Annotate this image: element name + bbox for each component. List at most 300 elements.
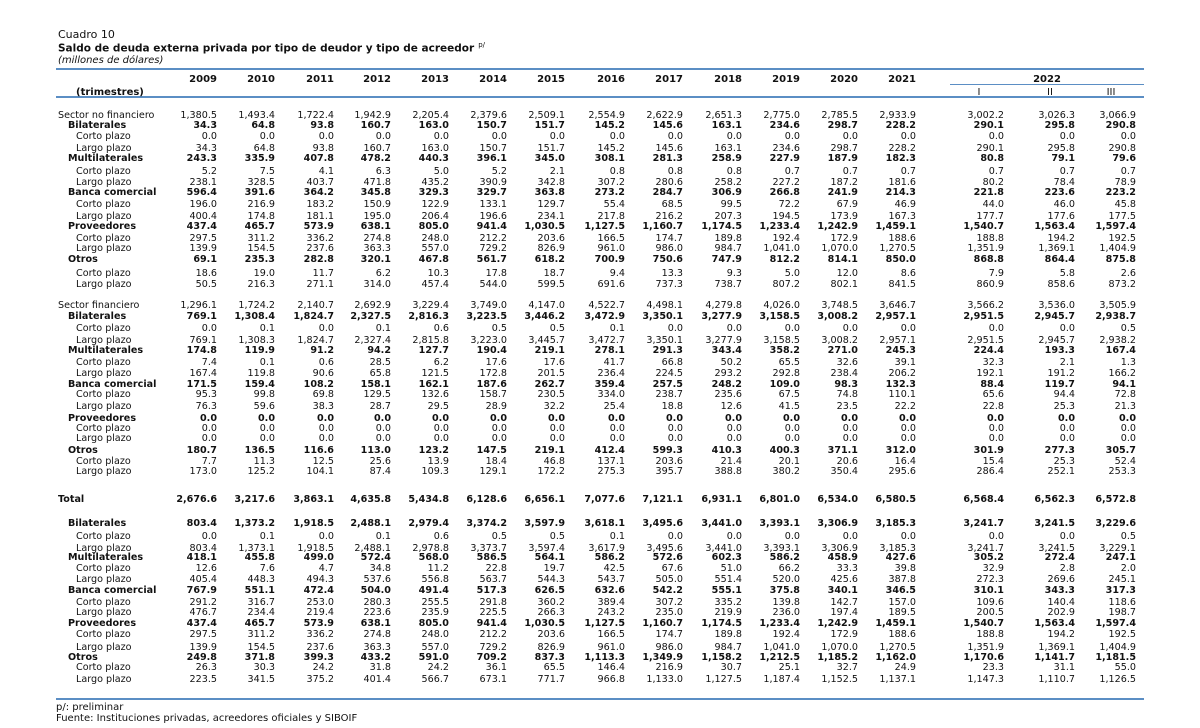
table-cell: 1,030.5	[524, 221, 565, 232]
table-cell: 0.0	[842, 433, 858, 444]
table-cell: 1,030.5	[524, 618, 565, 629]
table-cell: 104.1	[306, 466, 334, 477]
table-cell: 248.0	[421, 629, 449, 640]
table-cell: 32.7	[836, 662, 858, 673]
table-cell: 1,270.5	[879, 243, 916, 254]
table-cell: 74.8	[836, 389, 858, 400]
table-cell: 0.5	[491, 531, 507, 542]
table-cell: 747.9	[711, 254, 742, 265]
table-cell: 465.7	[244, 618, 275, 629]
row-label: Corto plazo	[76, 423, 131, 434]
table-cell: 572.6	[652, 552, 683, 563]
table-cell: 0.0	[900, 423, 916, 434]
table-cell: 39.8	[894, 563, 916, 574]
table-cell: 566.7	[421, 674, 449, 685]
table-cell: 803.4	[189, 543, 217, 554]
table-cell: 34.3	[193, 120, 217, 131]
row-label: Largo plazo	[76, 433, 132, 444]
table-cell: 119.7	[1044, 379, 1075, 390]
table-cell: 119.8	[247, 368, 275, 379]
row-label: Proveedores	[68, 618, 137, 629]
table-cell: 986.0	[655, 243, 683, 254]
table-row	[0, 131, 1200, 142]
table-cell: 0.0	[609, 131, 625, 142]
table-cell: 280.3	[363, 597, 391, 608]
table-row	[0, 243, 1200, 254]
table-cell: 1,041.0	[763, 642, 800, 653]
row-label: Largo plazo	[76, 368, 132, 379]
table-cell: 573.9	[303, 618, 334, 629]
table-cell: 3,505.9	[1099, 300, 1136, 311]
row-label: Otros	[68, 652, 98, 663]
table-cell: 55.0	[1114, 662, 1136, 673]
table-cell: 139.8	[772, 597, 800, 608]
table-cell: 20.6	[836, 456, 858, 467]
table-cell: 0.0	[667, 531, 683, 542]
table-cell: 2,140.7	[297, 300, 334, 311]
table-cell: 194.2	[1047, 233, 1075, 244]
table-cell: 4,635.8	[350, 494, 391, 505]
table-cell: 1,824.7	[293, 311, 334, 322]
table-cell: 55.4	[603, 199, 625, 210]
top-rule	[56, 68, 1144, 70]
table-cell: 159.4	[244, 379, 275, 390]
table-row	[0, 433, 1200, 444]
table-cell: 88.4	[980, 379, 1004, 390]
table-cell: 0.7	[1120, 166, 1136, 177]
column-header-year: 2018	[714, 74, 742, 85]
table-row	[0, 466, 1200, 477]
table-cell: 0.5	[1120, 531, 1136, 542]
table-cell: 42.5	[603, 563, 625, 574]
table-cell: 109.0	[769, 379, 800, 390]
table-cell: 400.4	[189, 211, 217, 222]
table-cell: 174.7	[655, 629, 683, 640]
table-cell: 3,217.6	[234, 494, 275, 505]
table-cell: 2.8	[1059, 563, 1075, 574]
table-cell: 32.6	[836, 357, 858, 368]
table-cell: 3,277.9	[701, 311, 742, 322]
table-cell: 177.5	[1108, 211, 1136, 222]
row-label: Largo plazo	[76, 574, 132, 585]
table-cell: 3,749.0	[470, 300, 507, 311]
table-cell: 3,066.9	[1099, 110, 1136, 121]
table-cell: 0.0	[784, 323, 800, 334]
table-cell: 814.1	[827, 254, 858, 265]
table-cell: 2,945.7	[1038, 335, 1075, 346]
table-row	[0, 401, 1200, 412]
table-cell: 158.1	[360, 379, 391, 390]
table-row	[0, 607, 1200, 618]
table-cell: 109.6	[976, 597, 1004, 608]
table-cell: 329.3	[418, 187, 449, 198]
row-label: Largo plazo	[76, 335, 132, 346]
row-label: Largo plazo	[76, 243, 132, 254]
table-cell: 868.8	[973, 254, 1004, 265]
table-row	[0, 518, 1200, 529]
table-cell: 94.4	[1053, 389, 1075, 400]
table-cell: 203.6	[537, 233, 565, 244]
table-cell: 192.1	[976, 368, 1004, 379]
table-cell: 1,110.7	[1038, 674, 1075, 685]
table-cell: 19.0	[253, 268, 275, 279]
table-cell: 340.1	[827, 585, 858, 596]
table-cell: 6,568.4	[963, 494, 1004, 505]
table-cell: 0.0	[1059, 433, 1075, 444]
table-cell: 132.6	[421, 389, 449, 400]
table-cell: 401.4	[363, 674, 391, 685]
table-cell: 198.7	[1108, 607, 1136, 618]
table-cell: 252.1	[1047, 466, 1075, 477]
table-cell: 427.6	[885, 552, 916, 563]
table-cell: 0.0	[784, 131, 800, 142]
table-cell: 6,656.1	[524, 494, 565, 505]
table-cell: 388.8	[714, 466, 742, 477]
table-cell: 0.5	[549, 323, 565, 334]
table-cell: 238.1	[189, 177, 217, 188]
table-cell: 12.5	[312, 456, 334, 467]
table-cell: 94.1	[1112, 379, 1136, 390]
table-cell: 0.0	[374, 413, 391, 424]
table-cell: 403.7	[306, 177, 334, 188]
table-cell: 2,327.5	[350, 311, 391, 322]
table-cell: 122.9	[421, 199, 449, 210]
table-cell: 3,646.7	[879, 300, 916, 311]
table-cell: 67.5	[778, 389, 800, 400]
table-cell: 341.5	[247, 674, 275, 685]
table-cell: 0.0	[1119, 413, 1136, 424]
table-cell: 5.2	[201, 166, 217, 177]
table-cell: 0.7	[842, 166, 858, 177]
table-cell: 18.6	[195, 268, 217, 279]
table-cell: 0.0	[259, 131, 275, 142]
table-cell: 3,185.3	[879, 543, 916, 554]
row-label: Corto plazo	[76, 357, 131, 368]
table-cell: 22.8	[485, 563, 507, 574]
row-label: Largo plazo	[76, 177, 132, 188]
table-cell: 2,785.5	[821, 110, 858, 121]
table-cell: 596.4	[186, 187, 217, 198]
table-cell: 21.4	[720, 456, 742, 467]
table-cell: 346.5	[885, 585, 916, 596]
table-cell: 237.6	[306, 642, 334, 653]
table-cell: 157.0	[888, 597, 916, 608]
table-cell: 6,801.0	[759, 494, 800, 505]
table-cell: 298.7	[830, 143, 858, 154]
table-cell: 6,534.0	[817, 494, 858, 505]
table-cell: 805.0	[418, 221, 449, 232]
table-cell: 38.3	[312, 401, 334, 412]
row-label: Otros	[68, 445, 98, 456]
table-cell: 505.0	[655, 574, 683, 585]
table-cell: 3,393.1	[759, 518, 800, 529]
table-cell: 375.2	[306, 674, 334, 685]
table-cell: 478.2	[360, 153, 391, 164]
table-cell: 158.7	[479, 389, 507, 400]
table-cell: 93.8	[310, 120, 334, 131]
table-cell: 858.6	[1047, 279, 1075, 290]
table-cell: 0.0	[433, 131, 449, 142]
table-cell: 188.8	[976, 233, 1004, 244]
table-cell: 24.2	[312, 662, 334, 673]
table-cell: 1,918.5	[293, 518, 334, 529]
table-cell: 0.0	[666, 413, 683, 424]
table-cell: 363.3	[363, 642, 391, 653]
table-cell: 99.8	[253, 389, 275, 400]
row-label: Corto plazo	[76, 531, 131, 542]
table-cell: 154.5	[247, 243, 275, 254]
table-cell: 0.0	[899, 413, 916, 424]
table-cell: 236.4	[597, 368, 625, 379]
table-cell: 329.7	[476, 187, 507, 198]
table-cell: 0.5	[1120, 323, 1136, 334]
table-cell: 181.1	[306, 211, 334, 222]
table-cell: 290.1	[976, 143, 1004, 154]
table-cell: 32.9	[982, 563, 1004, 574]
table-cell: 572.4	[360, 552, 391, 563]
row-label: Total	[58, 494, 85, 505]
table-cell: 729.2	[479, 243, 507, 254]
table-cell: 125.2	[247, 466, 275, 477]
table-cell: 3,374.2	[466, 518, 507, 529]
table-cell: 448.3	[247, 574, 275, 585]
table-cell: 163.1	[714, 143, 742, 154]
table-cell: 123.2	[418, 445, 449, 456]
table-cell: 3,495.6	[646, 543, 683, 554]
table-cell: 235.9	[421, 607, 449, 618]
table-cell: 219.4	[306, 607, 334, 618]
table-cell: 291.3	[652, 345, 683, 356]
table-cell: 216.9	[655, 662, 683, 673]
table-cell: 258.9	[711, 153, 742, 164]
table-cell: 2,205.4	[412, 110, 449, 121]
table-cell: 266.8	[769, 187, 800, 198]
table-cell: 807.2	[772, 279, 800, 290]
table-row	[0, 552, 1200, 563]
table-cell: 3,306.9	[817, 518, 858, 529]
table-cell: 632.6	[594, 585, 625, 596]
table-cell: 238.7	[655, 389, 683, 400]
table-cell: 1,380.5	[180, 110, 217, 121]
table-cell: 308.1	[594, 153, 625, 164]
table-cell: 280.6	[655, 177, 683, 188]
table-cell: 13.3	[661, 268, 683, 279]
table-cell: 189.5	[888, 607, 916, 618]
table-cell: 0.0	[1120, 423, 1136, 434]
table-cell: 458.9	[827, 552, 858, 563]
table-cell: 146.4	[597, 662, 625, 673]
table-cell: 850.0	[885, 254, 916, 265]
table-cell: 269.6	[1047, 574, 1075, 585]
table-cell: 34.3	[195, 143, 217, 154]
table-cell: 72.2	[778, 199, 800, 210]
row-label: Corto plazo	[76, 389, 131, 400]
table-cell: 0.0	[200, 413, 217, 424]
table-cell: 0.0	[726, 131, 742, 142]
table-cell: 274.8	[363, 233, 391, 244]
table-cell: 1,540.7	[963, 221, 1004, 232]
table-cell: 2,816.3	[408, 311, 449, 322]
table-cell: 1,187.4	[763, 674, 800, 685]
table-cell: 1,070.0	[821, 243, 858, 254]
table-cell: 0.0	[841, 413, 858, 424]
row-label: Bilaterales	[68, 518, 127, 529]
table-cell: 79.6	[1112, 153, 1136, 164]
table-cell: 8.6	[900, 268, 916, 279]
table-cell: 1,308.3	[238, 335, 275, 346]
column-header-trimestres: (trimestres)	[76, 87, 144, 98]
table-cell: 248.2	[711, 379, 742, 390]
table-cell: 78.4	[1053, 177, 1075, 188]
table-cell: 235.6	[714, 389, 742, 400]
table-cell: 738.7	[714, 279, 742, 290]
table-cell: 0.0	[667, 131, 683, 142]
table-cell: 0.0	[900, 433, 916, 444]
table-cell: 271.0	[827, 345, 858, 356]
table-cell: 46.0	[1053, 199, 1075, 210]
table-cell: 418.1	[186, 552, 217, 563]
table-cell: 4.1	[318, 166, 334, 177]
table-cell: 591.0	[418, 652, 449, 663]
row-label: Largo plazo	[76, 279, 132, 290]
table-cell: 217.8	[597, 211, 625, 222]
row-label: Corto plazo	[76, 131, 131, 142]
table-cell: 132.3	[885, 379, 916, 390]
table-cell: 1,127.5	[584, 221, 625, 232]
table-cell: 2,488.1	[354, 543, 391, 554]
table-cell: 293.2	[714, 368, 742, 379]
table-cell: 147.5	[476, 445, 507, 456]
table-cell: 235.3	[244, 254, 275, 265]
table-cell: 192.4	[772, 629, 800, 640]
table-cell: 6,572.8	[1095, 494, 1136, 505]
table-cell: 188.6	[888, 233, 916, 244]
table-cell: 390.9	[479, 177, 507, 188]
table-cell: 32.3	[982, 357, 1004, 368]
table-cell: 297.5	[189, 233, 217, 244]
table-cell: 440.3	[418, 153, 449, 164]
table-cell: 190.4	[476, 345, 507, 356]
table-cell: 6,562.3	[1034, 494, 1075, 505]
table-cell: 3,446.2	[524, 311, 565, 322]
table-cell: 69.8	[312, 389, 334, 400]
table-cell: 137.1	[597, 456, 625, 467]
table-cell: 363.8	[534, 187, 565, 198]
table-cell: 0.0	[784, 531, 800, 542]
table-caption: Cuadro 10	[58, 28, 115, 41]
table-cell: 371.1	[827, 445, 858, 456]
table-cell: 465.7	[244, 221, 275, 232]
table-cell: 212.2	[479, 233, 507, 244]
table-cell: 1,597.4	[1095, 221, 1136, 232]
table-row	[0, 279, 1200, 290]
table-cell: 72.8	[1114, 389, 1136, 400]
table-cell: 1,174.5	[701, 221, 742, 232]
table-cell: 0.0	[988, 131, 1004, 142]
table-row	[0, 268, 1200, 279]
table-cell: 0.0	[608, 413, 625, 424]
table-cell: 499.0	[303, 552, 334, 563]
table-cell: 219.1	[534, 445, 565, 456]
table-cell: 2,945.7	[1034, 311, 1075, 322]
table-cell: 0.0	[318, 423, 334, 434]
table-cell: 0.0	[783, 413, 800, 424]
table-cell: 46.9	[894, 199, 916, 210]
table-row	[0, 629, 1200, 640]
table-cell: 0.5	[491, 323, 507, 334]
table-cell: 69.1	[193, 254, 217, 265]
row-label: Corto plazo	[76, 456, 131, 467]
table-cell: 78.9	[1114, 177, 1136, 188]
table-cell: 1,170.6	[963, 652, 1004, 663]
table-cell: 476.7	[189, 607, 217, 618]
table-cell: 1,722.4	[297, 110, 334, 121]
table-cell: 76.3	[195, 401, 217, 412]
table-cell: 0.0	[317, 413, 334, 424]
table-cell: 3,241.7	[967, 543, 1004, 554]
row-label: Corto plazo	[76, 597, 131, 608]
table-cell: 163.0	[418, 120, 449, 131]
row-label: Corto plazo	[76, 268, 131, 279]
table-cell: 22.8	[982, 401, 1004, 412]
table-cell: 188.6	[888, 629, 916, 640]
row-label: Corto plazo	[76, 323, 131, 334]
table-cell: 145.6	[655, 143, 683, 154]
table-cell: 0.0	[1120, 131, 1136, 142]
table-cell: 207.3	[714, 211, 742, 222]
table-cell: 1,404.9	[1099, 243, 1136, 254]
table-cell: 11.3	[253, 456, 275, 467]
table-cell: 65.5	[778, 357, 800, 368]
column-header-year: 2014	[479, 74, 507, 85]
table-cell: 36.1	[485, 662, 507, 673]
table-unit: (millones de dólares)	[58, 55, 164, 66]
table-cell: 277.3	[1044, 445, 1075, 456]
table-cell: 64.8	[253, 143, 275, 154]
table-cell: 80.8	[980, 153, 1004, 164]
row-label: Banca comercial	[68, 379, 157, 390]
table-cell: 172.9	[830, 233, 858, 244]
table-cell: 181.6	[888, 177, 916, 188]
table-cell: 188.8	[976, 629, 1004, 640]
table-cell: 66.2	[778, 563, 800, 574]
table-cell: 249.8	[186, 652, 217, 663]
table-cell: 282.8	[303, 254, 334, 265]
table-cell: 2,933.9	[879, 110, 916, 121]
table-cell: 113.0	[360, 445, 391, 456]
table-cell: 3,241.5	[1034, 518, 1075, 529]
table-cell: 1.3	[1120, 357, 1136, 368]
table-cell: 236.0	[772, 607, 800, 618]
table-cell: 18.8	[661, 401, 683, 412]
table-cell: 9.3	[726, 268, 742, 279]
table-cell: 0.1	[259, 357, 275, 368]
table-cell: 163.1	[711, 120, 742, 131]
table-title	[58, 41, 485, 55]
table-cell: 425.6	[830, 574, 858, 585]
table-cell: 3,597.4	[528, 543, 565, 554]
table-cell: 9.4	[609, 268, 625, 279]
table-cell: 0.0	[726, 433, 742, 444]
table-cell: 33.3	[836, 563, 858, 574]
table-cell: 291.8	[479, 597, 507, 608]
table-cell: 196.6	[479, 211, 507, 222]
table-cell: 25.4	[603, 401, 625, 412]
table-cell: 224.5	[655, 368, 683, 379]
table-cell: 172.8	[479, 368, 507, 379]
table-cell: 1,233.4	[759, 618, 800, 629]
table-cell: 140.4	[1047, 597, 1075, 608]
